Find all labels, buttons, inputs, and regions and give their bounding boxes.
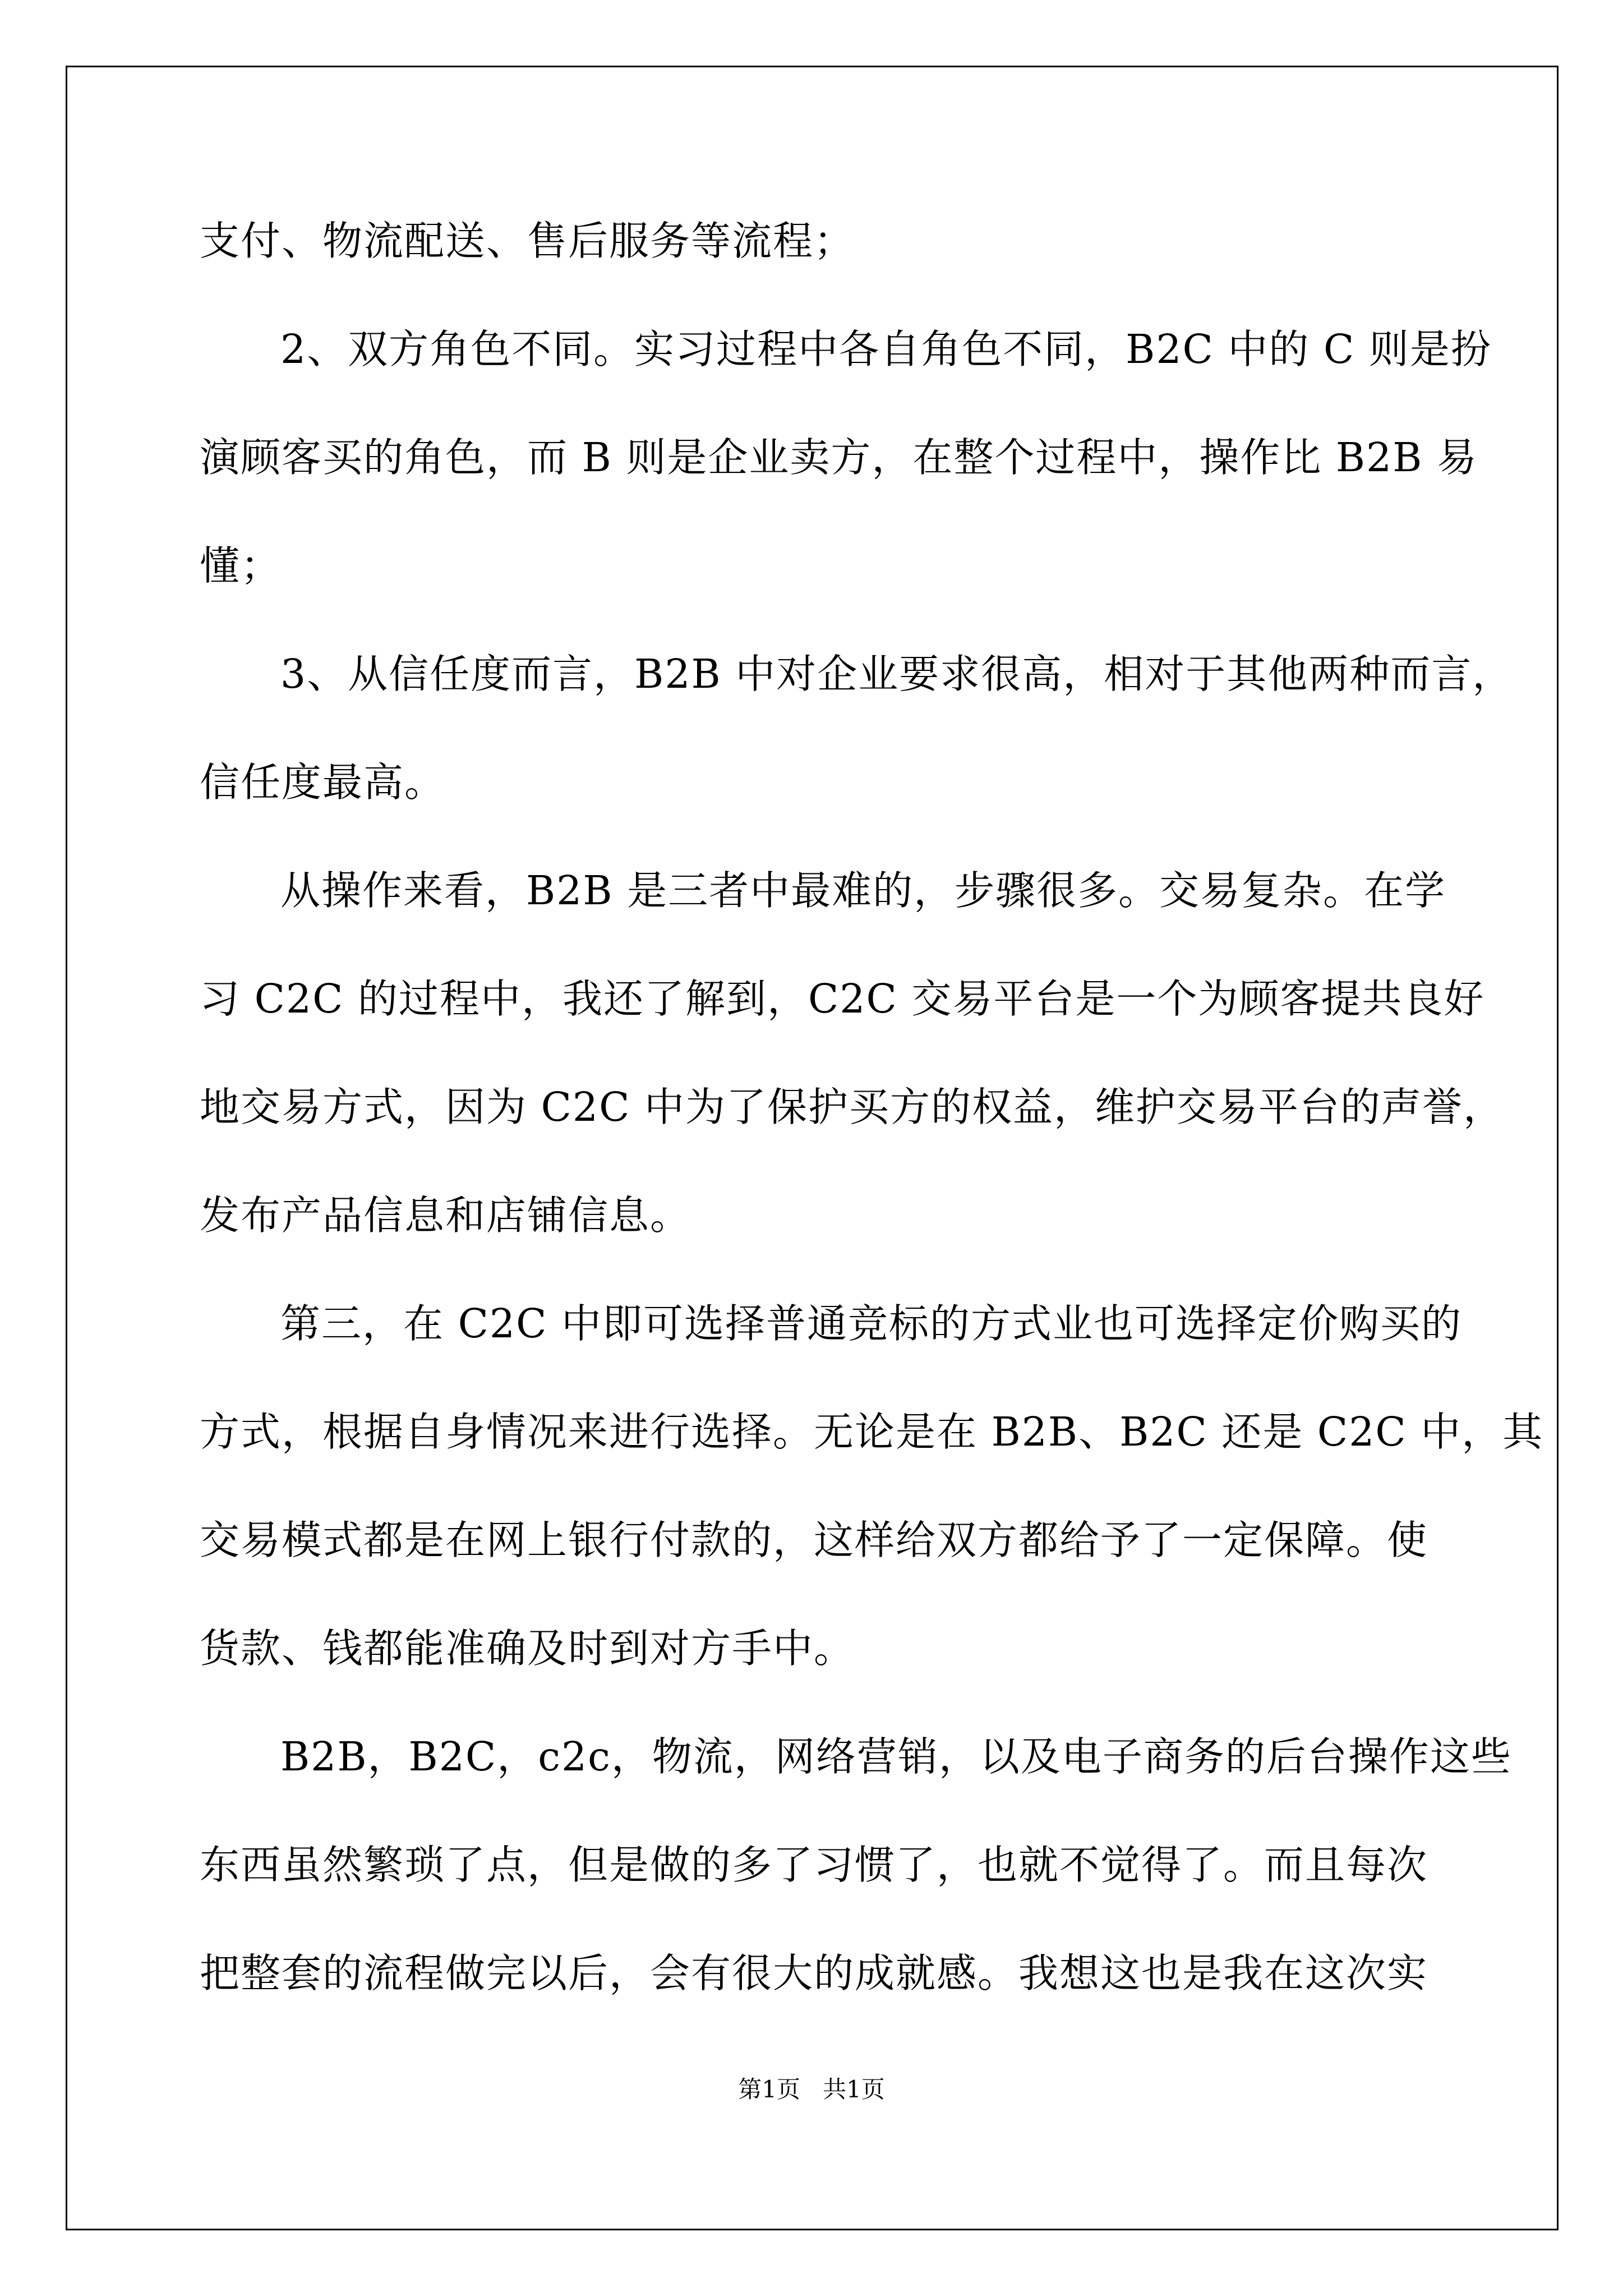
text-line: 货款、钱都能准确及时到对方手中。	[200, 1625, 855, 1672]
text-line: 发布产品信息和店铺信息。	[200, 1192, 691, 1239]
text-line: 2、双方角色不同。实习过程中各自角色不同，B2C 中的 C 则是扮	[280, 326, 1492, 372]
text-line: 信任度最高。	[200, 759, 446, 806]
text-line: 方式，根据自身情况来进行选择。无论是在 B2B、B2C 还是 C2C 中，其	[200, 1409, 1544, 1455]
text-line: B2B，B2C，c2c，物流，网络营销，以及电子商务的后台操作这些	[280, 1733, 1512, 1780]
text-line: 东西虽然繁琐了点，但是做的多了习惯了，也就不觉得了。而且每次	[200, 1842, 1428, 1888]
text-line: 交易模式都是在网上银行付款的，这样给双方都给予了一定保障。使	[200, 1517, 1428, 1563]
text-line: 把整套的流程做完以后，会有很大的成就感。我想这也是我在这次实	[200, 1950, 1428, 1996]
text-line: 支付、物流配送、售后服务等流程；	[200, 218, 855, 264]
page-footer: 第1页 共1页	[738, 2076, 885, 2103]
document-body	[200, 218, 1544, 2059]
text-line: 地交易方式，因为 C2C 中为了保护买方的权益，维护交易平台的声誉，	[200, 1084, 1504, 1130]
text-line: 从操作来看，B2B 是三者中最难的，步骤很多。交易复杂。在学	[280, 867, 1446, 914]
text-line: 3、从信任度而言，B2B 中对企业要求很高，相对于其他两种而言，	[280, 651, 1514, 697]
text-line: 第三，在 C2C 中即可选择普通竞标的方式业也可选择定价购买的	[280, 1300, 1462, 1347]
text-line: 习 C2C 的过程中，我还了解到，C2C 交易平台是一个为顾客提共良好	[200, 976, 1485, 1022]
text-line: 演顾客买的角色，而 B 则是企业卖方，在整个过程中，操作比 B2B 易	[200, 434, 1478, 481]
text-line: 懂；	[200, 542, 282, 589]
